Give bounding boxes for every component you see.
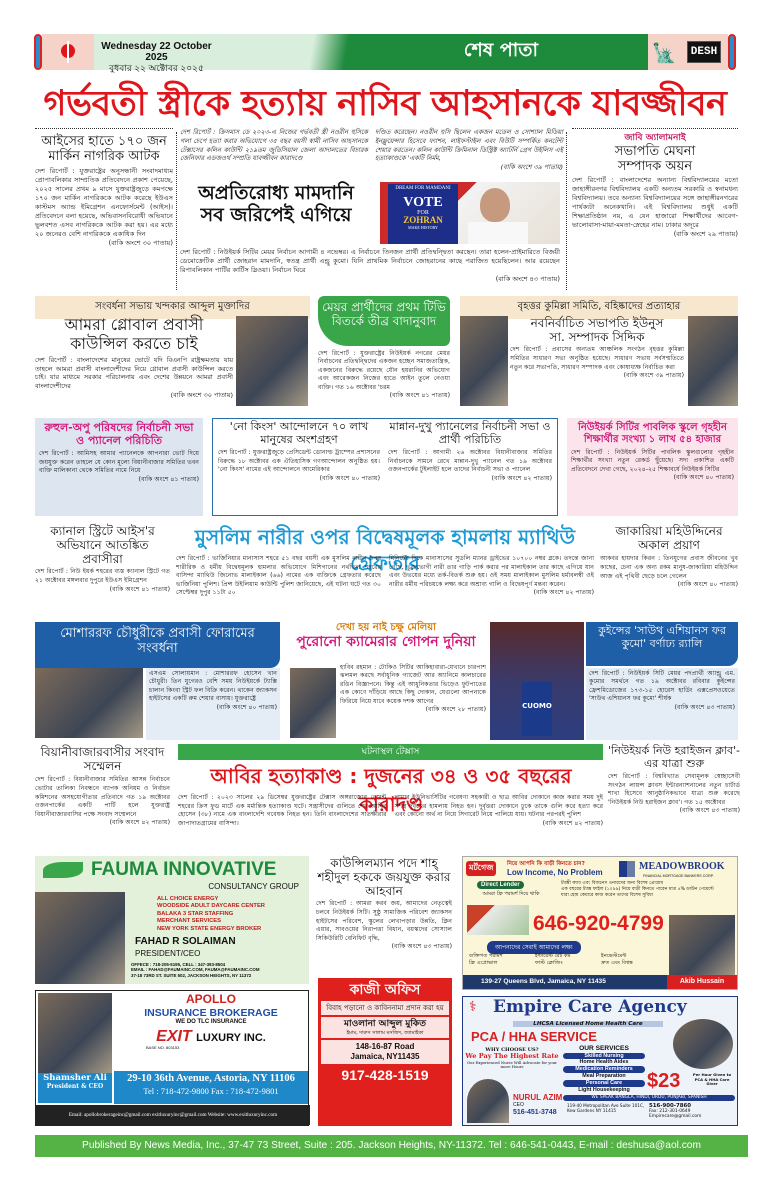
footer: Published By News Media, Inc., 37-47 73 Street, Suite : 205. Jackson Heights, NY-11372. Tel : 646-541-0443, E-mail : deshusa@aol.com [35, 1135, 748, 1157]
empire-contacts [649, 1103, 735, 1119]
lead-body-col2: দণ্ডিত করেছেন। নওরীন হুসি ছিলেন একজন মডেল ও সোশ্যাল মিডিয়া ইনফ্লুয়েন্সার হিসেবে ফ্যাশন, লাইফস্টাইল এবং বিউটি সম্পর্কিত কনটেন্ট শেয়ার করতেন। কলিন কাউন্টি ক্রিমিনাল ডিস্ট্রিক্ট অ্যাটর্নি গ্রেগ উইলিস এই হত্যাকাণ্ডকে 'একটি নির্মম, [375, 128, 563, 163]
fauma-service: BALAKA 3 STAR STAFFING [157, 910, 234, 917]
story-biani[interactable] [35, 745, 170, 850]
story-lions-more[interactable]: (বাকি অংশে ৪৩ পাতায়) [679, 807, 740, 815]
story-mosharraf-headline[interactable]: মোশাররফ চৌধুরীকে প্রবাসী ফোরামের সংবর্ধনা [60, 626, 255, 657]
story-mamdani-body: দেশ রিপোর্ট : নিউইয়র্ক সিটির মেয়র নির্বাচন আগামী ৪ নভেম্বর। এ নির্বাচনে তিনজন প্রার্থী প্রতিদ্বন্দ্বিতা করছেন। তারা হলেন-প্রাইমারিতে বিজয়ী ডেমোক্রেটিক প্রার্থী জোহরান মামদানি, স্বতন্ত্র প্রার্থী এন্ড্রু কুমো। যিনি প্রাথমিক নির্বাচনে জোহরানের কাছে পরাজিত হয়েছিলেন। আর রয়েছেন রিপাবলিকান পার্টির কার্টিস স্লিওয়া। নির্বাচন ঘিরে [180, 248, 560, 274]
story-ice[interactable] [35, 134, 173, 290]
story-muslim-body-col2: মিনিটের দিকে মানাসাসের সুডলি ম্যানর ড্রাইভের ১০৭০০ নম্বর ব্লকে। তদন্তে জানা গেছে, ভুক্তভোগী নারী তার গাড়ি পার্ক করার পর মালাইকাল তার কাছে এগিয়ে যান এবং উভয়ের মধ্যে তর্ক-বিতর্ক শুরু হয়। ওই সময় মালাইকাল মুসলিম ধর্মাবলম্বী ওই নারীর ধর্মীয় পরিচয়কে লক্ষ্য করে অশ্রাব্য গালি ও বিদ্বেষপূর্ণ মন্তব্য করেন। [389, 555, 594, 588]
feature: ফাস্ট ক্লোজিং [535, 960, 563, 966]
story-camera-kicker: দেখা হয় নাই চক্ষু মেলিয়া [335, 622, 437, 633]
story-abir-more[interactable]: (বাকি অংশে ৪২ পাতায়) [542, 819, 603, 827]
story-abir-body-col1: দেশ রিপোর্ট : ২০২৩ সালের ২৯ ডিসেম্বর যুক্তরাষ্ট্রের টেক্সাস অঙ্গরাজ্যের বোমন্ট শহরের ক্রিস ফুড মার্টে এক মর্মান্তিক হত্যাকাণ্ড ঘটে। সন্ত্রাসীদের গুলিতে শেখ আবির হোসেন (৩৮) নামে এক বাংলাদেশি গবেষক নিহত হন। তিনি বাংলাদেশের সাতক্ষীরার জাপাদাতগ্রামের বাসিন্দা। [178, 794, 387, 827]
story-camera-more[interactable]: (বাকি অংশে ২৮ পাতায়) [425, 706, 486, 714]
empire-brand: Empire Care Agency [493, 997, 687, 1017]
empire-phone[interactable]: 516-900-7860 [649, 1103, 691, 1109]
ad-meadowbrook[interactable] [462, 856, 738, 990]
feature: ইন্টারেস্ট রেট কম [535, 953, 571, 959]
kazi-name: মাওলানা আব্দুল মুকিত [344, 1019, 426, 1029]
mortgage-badge: মর্টগেজ [466, 861, 496, 876]
empire-person: NURUL AZIM [513, 1093, 563, 1102]
section-label: শেষ পাতা [463, 39, 538, 61]
story-muslim-body-col1: দেশ রিপোর্ট : ভার্জিনিয়ার মানাসাস শহরে ৫১ বছর বয়সী এক মুসলিম নারীর ওপর শারীরিক ও ধর্মীয় বিদ্বেষমূলক হামলার অভিযোগে মিশিগানের নর্থভিল শহরের বাসিন্দা ম্যাথিউ জিনোভ মালাইকাল (৬৬) নামের এক ব্যক্তিকে গ্রেফতার করেছে ভার্জিনিয়া পুলিশ। প্রিন্স উইলিয়াম কাউন্টি পুলিশ জানিয়েছে, এই ঘটনা ঘটে গত ৩০ সেপ্টেম্বর দুপুর ১১টা ৫০ [176, 555, 381, 597]
empire-service-item: Personal Care [563, 1080, 645, 1087]
lead-headline[interactable]: গর্ভবতী স্ত্রীকে হত্যায় নাসিব আহসানকে যাবজ্জীবন [43, 84, 727, 124]
story-canal-body: দেশ রিপোর্ট : নিউ ইয়র্ক শহরের ব্যস্ত ক্যানাল স্ট্রিটে গত ২১ অক্টোবর মঙ্গলবার দুপুরে ইউএস ইমিগ্রেশন [35, 568, 170, 585]
story-nokings[interactable] [218, 421, 380, 514]
fauma-contact-3: 37-18 73RD ST. SUITE 502, JACKSON HEIGHTS, NY 11372 [131, 972, 252, 978]
story-camera[interactable] [286, 622, 486, 650]
direct-lender: Direct Lender [477, 881, 524, 889]
fauma-services [157, 896, 265, 933]
story-global-body: দেশ রিপোর্ট : বাংলাদেশের মানুষের ভোটে যদি বিএনপি রাষ্ট্রক্ষমতায় যায় তাহলে আমরা প্রবাসী বাংলাদেশীদের নিয়ে গ্লোবাল প্রবাসী কাউন্সিল করতে চাই। যার মাধ্যমে সরকার পরিচালনায় এবং দেশের উন্নয়নে আমরা প্রবাসী বাংলাদেশীদের [35, 355, 233, 391]
masthead-right-cap [728, 34, 736, 70]
meadowbrook-address: 139-27 Queens Blvd, Jamaica, NY 11435 [463, 975, 669, 989]
apollo-brand-2: INSURANCE BROKERAGE [144, 1006, 278, 1019]
lead-body [180, 128, 563, 178]
story-mamdani-headline-1[interactable]: অপ্রতিরোধ্য মামদানি [198, 182, 354, 204]
kazi-name-box [321, 1017, 449, 1038]
yunus-photo [460, 316, 508, 406]
story-debate[interactable] [318, 350, 450, 412]
kazi-address [321, 1040, 449, 1064]
akib-photo [669, 915, 735, 975]
story-councilman-more[interactable]: (বাকি অংশে ৪৩ পাতায়) [391, 943, 452, 951]
feature: ইনভেস্টমেন্ট [601, 953, 627, 959]
empire-rate-note: Per Hour Given to PCA & HHA Care Giver [692, 1072, 732, 1087]
story-zakaria-more[interactable]: (বাকি অংশে ৪০ পাতায়) [677, 581, 738, 589]
story-queens-banner [586, 622, 738, 666]
nurul-photo [467, 1079, 509, 1123]
story-biani-more[interactable]: (বাকি অংশে ৪২ পাতায়) [109, 819, 170, 827]
story-ruhul-body: দেশ রিপোর্ট : আমিসহ আমার প্যানেলকে আপনারা ভোট দিয়ে জয়যুক্ত করেন তাহলে যে কোন মূল্যে বিয়ানীবাজার সমিতির ভবন ব্যক্তি মালিকানা থেকে সমিতির নামে নিয়ে [39, 449, 199, 475]
story-canal-headline[interactable]: ক্যানাল স্ট্রিটে আইস'র অভিযানে আতঙ্কিত প্রবাসীরা [50, 524, 155, 567]
story-mamdani-more[interactable]: (বাকি অংশে ৪৩ পাতায়) [495, 275, 560, 283]
story-lions-body: দেশ রিপোর্ট : বিশ্ববিখ্যাত সেবামূলক স্বেচ্ছাসেবী সংগঠন লায়ন্স ক্লাবস ইন্টারন্যাশনালের নতুন চার্টার্ড শাখা হিসেবে আনুষ্ঠানিকভাবে যাত্রা শুরু করেছে 'নিউইয়র্ক নিউ হরাইজন ক্লাব'। গত ১৫ অক্টোবর [608, 772, 740, 806]
story-councilman-headline[interactable]: কাউন্সিলম্যান পদে শাহ্ শহীদুল হককে জয়যুক্ত করার আহবান [317, 856, 451, 899]
date-english: Wednesday 22 October 2025 [101, 41, 212, 63]
meadowbrook-bullet: ট্যাক্সী ক্যাব এবং বিজনেস ওনারদের জন্য বিশেষ প্রোগ্রাম [561, 881, 664, 886]
story-abir-body [178, 794, 603, 850]
fauma-service: WOODSIDE ADULT DAYCARE CENTER [157, 903, 265, 910]
sign-for: FOR [417, 209, 429, 216]
empire-service: PCA / HHA SERVICE [471, 1029, 597, 1044]
mosharraf-photo [35, 668, 143, 738]
mukhtadir-photo [236, 316, 308, 406]
ad-empire[interactable] [462, 996, 738, 1126]
meadowbrook-brand: MEADOWBROOK [639, 861, 725, 872]
direct-lender-sub: আমরা ফ্রি পরামর্শ দিয়ে থাকি [467, 891, 555, 897]
empire-service-item: Meal Preparation [582, 1072, 626, 1079]
kazi-address-2: Jamaica, NY11435 [350, 1051, 420, 1061]
story-comilla-more[interactable]: (বাকি অংশে ৩৯ পাতায়) [623, 372, 684, 380]
masthead-left-cap [34, 34, 42, 70]
fauma-contact-2: EMAIL : FAHAD@FAUMAINC.COM, FAUMA@FAUMAINC.COM [131, 967, 260, 973]
kazi-line-1: বিবাহ পড়ানো ও কাবিননামা প্রদান করা হয় [321, 1001, 449, 1015]
apollo-tel: Tel : 718-472-9800 Fax : 718-472-9801 [143, 1085, 279, 1096]
story-muslim-more[interactable]: (বাকি অংশে ৪২ পাতায়) [533, 589, 594, 597]
lead-body-col1: দেশ রিপোর্ট : ক্রিসমাস ডে ২০২৩-এ নিজের গর্ভবতী স্ত্রী নওরীন হুসিকে গলা চেপে হত্যা করার অভিযোগে ৩৫ বছর বয়সী স্বামী নাসিব আহসানকে টেক্সাসের কলিন কাউন্টি ২১৯তম জুডিসিয়াল জেলা আদালতের বিচারক জেনিফার এডজওর্থ সম্প্রতি যাবজ্জীবন কারাদণ্ডে [180, 128, 368, 163]
story-mannan-headline[interactable]: মান্নান-দুখু প্যানেলের নির্বাচনী সভা ও প্রার্থী পরিচিতি [389, 420, 551, 446]
siddik-photo [688, 316, 738, 406]
empire-email[interactable]: Empirecare@gmail.com [649, 1114, 702, 1119]
ad-apollo[interactable] [35, 990, 309, 1126]
story-nokings-body: দেশ রিপোর্ট : যুক্তরাষ্ট্রজুড়ে প্রেসিডেন্ট ডোনাল্ড ট্রাম্পের প্রশাসনের বিরুদ্ধে ১৮ অক্টোবর এক ঐতিহাসিক গণআন্দোলন অনুষ্ঠিত হয়। 'নো কিংস' নামের এই আন্দোলনে আমেরিকার [218, 448, 380, 474]
story-comilla-body: দেশ রিপোর্ট : প্রবাসের অন্যতম আঞ্চলিক সংগঠন বৃহত্তর কুমিল্লা সমিতির সাধারণ সভা অনুষ্ঠিত হয়েছে। সাধারণ সভায় সর্বসম্মতিতে নতুন করে সভাপতি, সাধারণ সম্পাদক এবং কোষাধ্যক্ষ নির্বাচিত করা [510, 346, 684, 371]
story-mosharraf-body: এসএম সোলায়মান : মোশাররফ হোসেন খান চৌধুরী। তিন যুগেরও বেশি সময় নিউইয়র্কে ট্যাক্সি চালান কিংবা স্ট্রিট ফল বিক্রি করেন। থাকেন জ্যাকসন হাইটসের একটি রুম শেয়ার বাসায়। যুক্তরাষ্ট্রে [149, 670, 277, 703]
fauma-contact [131, 962, 259, 978]
meadowbrook-phone[interactable]: 646-920-4799 [533, 912, 664, 935]
empire-pay: We Pay The Highest Rate [465, 1052, 559, 1060]
ad-kazi[interactable] [318, 978, 452, 1126]
empire-service-item: Home Health Aides [579, 1059, 629, 1066]
story-comilla-headline-1[interactable]: নবনির্বাচিত সভাপতি ইউনুস [530, 316, 664, 330]
lead-more[interactable]: (বাকি অংশে ৩৯ পাতায়) [500, 163, 563, 172]
story-queens-headline[interactable]: কুইন্সের 'সাউথ এশিয়ানস ফর কুমো' বর্ণাঢ্য র‌্যালি [598, 624, 726, 650]
apollo-brand: APOLLO [186, 992, 236, 1006]
story-zakaria[interactable] [600, 524, 738, 616]
fauma-contact-1: OFFECE : 718-205-5195, CELL : 347-393-8504 [131, 962, 226, 967]
desh-logo [680, 34, 728, 70]
story-mannan[interactable] [388, 421, 552, 514]
story-biani-body: দেশ রিপোর্ট : বিয়ানীবাজার সমিতির আসন্ন নির্বাচনে ভোটার তালিকা নিবন্ধনে ব্যাপক অনিয়ম ও নির্বাচন কমিশনের অসহযোগীতার প্রতিবাদে গত ১৯ অক্টোবর ওজনপার্কের একটি পার্টি হলে যুক্তরাষ্ট্র বিয়ানীবাজারবাসির পক্ষে সংবাদ সম্মেলনে [35, 776, 170, 818]
story-mamdani-text [180, 248, 560, 284]
sign-top-text: DREAM FOR MAMDANI [395, 186, 451, 191]
story-global-kicker: সংবর্ধনা সভায় খন্দকার আব্দুল মুক্তাদির [35, 296, 310, 319]
empire-services [563, 1045, 645, 1093]
bd-flag-icon [59, 39, 77, 65]
liberty-icon: 🗽 [648, 34, 680, 70]
fahad-photo [35, 892, 125, 984]
sign-tag: MAKE HISTORY [408, 225, 438, 231]
house-money-graphic [467, 905, 529, 935]
story-mosharraf-more[interactable]: (বাকি অংশে ৪০ পাতায়) [216, 703, 277, 711]
meadowbrook-person: Akib Hussain [667, 975, 737, 989]
exit-luxury: LUXURY INC. [196, 1031, 266, 1044]
empire-rate: $23 [647, 1070, 681, 1092]
story-global-headline[interactable]: আমরা গ্লোবাল প্রবাসী কাউন্সিল করতে চাই [64, 315, 204, 353]
story-mannan-body: দেশ রিপোর্ট : আগামী ২৬ অক্টোবর বিয়ানীবাজার সমিতির নির্বাচনকে সামনে রেখে মান্নান-দুখু প্যানেল গত ১৯ অক্টোবর ওজনপার্কের টুইলাইট হলে তাদের নির্বাচনী সভা ও প্যানেল [388, 448, 552, 474]
candidate-shirt [468, 222, 528, 244]
kazi-title: কাজী অফিস [349, 982, 421, 998]
shamsher-photo [38, 993, 112, 1073]
queens-rally-photo [490, 622, 584, 740]
vote-sign [388, 184, 458, 244]
story-school-more[interactable]: (বাকি অংশে ৪০ পাতায়) [673, 474, 734, 482]
empire-license: LHCSA Licensed Home Health Care [513, 1021, 663, 1027]
masthead [34, 34, 736, 73]
section-title [219, 34, 648, 70]
apollo-person-box [38, 1073, 112, 1103]
story-nokings-more[interactable]: (বাকি অংশে ৪০ পাতায়) [319, 474, 380, 482]
story-comilla[interactable] [510, 316, 684, 412]
sign-vote: VOTE [403, 194, 443, 210]
apollo-person: Shamsher Ali [43, 1073, 107, 1083]
story-mamdani-headline-2[interactable]: সব জরিপেই এগিয়ে [200, 204, 352, 227]
story-muslim-headline[interactable]: মুসলিম নারীর ওপর বিদ্বেষমূলক হামলায় ম্যাথিউ গ্রেফতার [194, 525, 576, 575]
story-queens-more[interactable]: (বাকি অংশে ৪৩ পাতায়) [674, 703, 735, 711]
apollo-address-box [114, 1071, 308, 1104]
story-jabi[interactable] [572, 133, 738, 290]
story-abir-kicker: ঘটনাস্থল টেক্সাস [178, 744, 603, 760]
story-school-headline[interactable]: নিউইয়র্ক সিটির পাবলিক স্কুলে গৃহহীন শিক্ষার্থীর সংখ্যা ১ লাখ ৫৪ হাজার [577, 422, 728, 445]
leaf-icon [43, 862, 83, 878]
empire-fax: Fax: 212-301-0649 [649, 1109, 691, 1114]
meadowbrook-slogan: আপনাদের সেবাই আমাদের লক্ষ্য [487, 941, 581, 954]
empire-languages: WE SPEAK BANGLA, HINDI, URDU, PUNJABI, SPANISH [563, 1095, 735, 1101]
care-icon: ⚕ [469, 999, 477, 1015]
story-camera-headline[interactable]: পুরোনো ক্যামেরার গোপন দুনিয়া [296, 633, 476, 650]
empire-service-item: Medication Reminders [563, 1066, 645, 1073]
story-global[interactable] [35, 316, 233, 412]
story-debate-banner [318, 296, 450, 346]
apollo-email-line: Email: apollobrokerageinc@gmail.com exitluxuryinc@gmail.com Website: www.exitluxuryinc.com [36, 1105, 310, 1125]
feature: দ্রুত এবং বিশ্বস্ত [601, 960, 633, 966]
empire-services-title: OUR SERVICES [579, 1045, 629, 1052]
apollo-address: 29-10 36th Avenue, Astoria, NY 11106 [127, 1073, 295, 1084]
habib-photo [290, 668, 336, 738]
story-comilla-kicker: বৃহত্তর কুমিল্লা সমিতি, বহিষ্কাদের প্রত্যাহার [460, 296, 738, 319]
kazi-phone[interactable]: 917-428-1519 [341, 1066, 429, 1083]
story-zakaria-headline[interactable]: জাকারিয়া মহিউদ্দিনের অকাল প্রয়াণ [615, 524, 723, 553]
story-abir-body-col2: লামার ইউনিভার্সিটির গবেষণা সহকারী ও ছাত্র আবির দোকানে কাজ করার সময় দুই সশস্ত্র দুর্বৃত্তের হামলায় নিহত হন। দুর্বৃত্তরা দোকানে ঢুকে তাকে গুলি করে হত্যা করে এবং কোনো অর্থ না নিয়ে সিগারেট নিয়ে পালিয়ে যায়। ঘটনার পরপরই পুলিশ [394, 794, 603, 819]
story-ruhul[interactable] [35, 418, 203, 516]
fauma-person: FAHAD R SOLAIMAN [135, 936, 236, 947]
story-mosharraf[interactable] [146, 668, 280, 740]
fauma-service: NEW YORK STATE ENERGY BROKER [157, 925, 262, 932]
story-councilman-body: দেশ রিপোর্ট : আমরা করব জয়, আমাদের নেতৃত্বেই চলবে নিউইয়র্ক সিটি। সুষ্ঠু সামাজিক পরিবেশ জ্যাকসন হাইটসের পরিবেশ, স্কুলের লেখাপড়ার উন্নতি, ক্লিন এয়ার, সাবওয়ের নিরাপত্তা বিধান, বয়স্কদের সোস্যাল সিকিউরিটি বেনিফিট বৃদ্ধি, [316, 900, 452, 942]
story-lions[interactable] [608, 745, 740, 850]
story-global-more[interactable]: (বাকি অংশে ৩০ পাতায়) [170, 390, 233, 399]
bd-flag-logo [42, 34, 94, 70]
meadowbrook-bullets [561, 881, 735, 899]
story-debate-more[interactable]: (বাকি অংশে ৪১ পাতায়) [389, 392, 450, 400]
story-jabi-headline-1[interactable]: সভাপতি মেঘনা [614, 143, 696, 159]
kazi-address-1: 148-16-87 Road [355, 1041, 415, 1051]
ad-fauma[interactable] [35, 856, 309, 984]
story-abir-headline[interactable]: আবির হত্যাকাণ্ড : দুজনের ৩৪ ও ৩৫ বছরের কারাদণ্ড [210, 764, 572, 816]
story-ice-body: দেশ রিপোর্ট : যুক্তরাষ্ট্রের অনুসন্ধানী সংবাদমাধ্যম প্রোপাবলিকার সাম্প্রতিক প্রতিবেদনে প্রকাশ পেয়েছে, ২০২৫ সালের প্রথম ৯ মাসে যুক্তরাষ্ট্রজুড়ে কমপক্ষে ১৭০ জন মার্কিন নাগরিককে আটক করেছে ইউএস কাস্টমস অ্যান্ড ইমিগ্রেশন এনফোর্সমেন্ট (আইস)। প্রতিবেদনে বলা হয়েছে, অভিবাসনবিরোধী অভিযানে ভুলবশত এসব নাগরিককে আটক করা হয়। এর মধ্যে ২০ জনেরও বেশি নাগরিককে একাধিক দিন [35, 166, 173, 238]
story-lions-headline[interactable]: 'নিউইয়র্ক নিউ হরাইজন ক্লাব'-এর যাত্রা শুরু [608, 744, 740, 770]
empire-why: WHY CHOOSE US? [485, 1047, 539, 1053]
story-councilman[interactable] [316, 856, 452, 974]
story-ice-headline[interactable]: আইসের হাতে ১৭০ জন মার্কিন নাগরিক আটক [41, 134, 167, 165]
story-nokings-headline[interactable]: 'নো কিংস' আন্দোলনে ৭০ লাখ মানুষের অংশগ্রহণ [229, 420, 369, 446]
apollo-person-title: President & CEO [46, 1083, 104, 1090]
meadowbrook-features [469, 953, 667, 967]
empire-service-item: Skilled Nursing [563, 1053, 645, 1060]
story-queens-body: দেশ রিপোর্ট : নিউইয়র্ক সিটি মেয়র পদপ্রার্থী অ্যান্ড্রু এম. কুমোর সমর্থনে গত ১৯ অক্টোবর রবিবার কুইন্সের ফ্রেশমিডোজের ১৭৩-১৫ হোরেস হার্ডিং এক্সপ্রেসওয়েতে 'সাউথ এশিয়ানস ফর কুমো' শীর্ষক [589, 670, 735, 703]
story-jabi-body: দেশ রিপোর্ট : বাংলাদেশের অন্যান্য বিশ্ববিদ্যালয়ের মতো জাহাঙ্গীরনগর বিশ্ববিদ্যালয় একটি অন্যতম সরকারি ও স্বনামধন্য বিশ্ববিদ্যালয়। তবে অন্যান্য বিশ্ববিদ্যালয়ের সঙ্গে জাহাঙ্গীরনগরের পার্থক্যটা অনেকখানি। এই বিশ্ববিদ্যালয় শুধুই একটি শিক্ষাপ্রতিষ্ঠান নয়, এ যেন হাজারো শিক্ষার্থীদের আবেগ- ভালোবাসা-মায়া-মমতা-স্নেহের নাম। ঢাকার অদূরে [572, 176, 738, 230]
feature: ব্যক্তিগত পরামর্শ [469, 953, 503, 959]
story-camera-text [340, 664, 486, 742]
story-biani-headline[interactable]: বিয়ানীবাজারবাসীর সংবাদ সম্মেলন [40, 745, 165, 774]
empire-address: 119-40 Metropolitan Ave Suite 101C, Kew Gardens NY 11415 [567, 1103, 645, 1113]
story-mannan-more[interactable]: (বাকি অংশে ৪২ পাতায়) [491, 474, 552, 482]
story-camera-body: হাবিব রহমান : টোকিও সিটির আকিহাবারা-যেখানে চারপাশ ঝলমল করছে সর্বাধুনিক গ্যাজেট আর অ্যানিমে কালচারের রঙিন বিজ্ঞাপনে। কিন্তু এই আধুনিকতার ভিড়েও ফুটপাতের এক কোণে দাঁড়িয়ে আছে কিছু দোকান, যেগুলো আপনাকে ফিরিয়ে নিয়ে যাবে কয়েক দশক আগের [340, 664, 486, 705]
kazi-role: ইমাম, দারুস সালাম মসজিদ, জ্যামাইকা [346, 1029, 424, 1036]
feature: ফ্রি এপ্রোভাল [469, 960, 498, 966]
meadowbrook-low: Low Income, No Problem [507, 868, 603, 877]
story-school-body: দেশ রিপোর্ট : নিউইয়র্ক সিটির পাবলিক স্কুলগুলোর গৃহহীন শিক্ষার্থীর সংখ্যা নতুন রেকর্ড ছুঁয়েছে। সদ্য প্রকাশিত একটি প্রতিবেদনে দেখা গেছে, ২০২৪-২৫ শিক্ষাবর্ষে নিউইয়র্ক সিটির [571, 448, 734, 473]
meadowbrook-bullet: এক বছরের ট্যাক্স ফাইল (১০৯৯) নিয়ে বাড়ী কিনতে পারেন মাত্র ৫% ডাউন পেমেন্টে [561, 887, 714, 892]
story-canal[interactable] [35, 524, 170, 616]
mamdani-photo [380, 182, 560, 244]
empire-person-block [513, 1093, 562, 1117]
apollo-base: BASE NO. 803153 [146, 1045, 180, 1051]
candidate-face [480, 188, 510, 222]
caregiver-photo [673, 1019, 733, 1069]
story-muslim-body [176, 555, 594, 617]
empire-person-phone: 516-451-3748 [513, 1109, 557, 1116]
meadowbrook-brand-sub: FINANCIAL MORTGAGE BANKERS CORP. [643, 874, 714, 878]
empire-service-item: Light Housekeeping [578, 1086, 630, 1093]
story-jabi-headline-2[interactable]: সম্পাদক অয়ন [617, 158, 693, 174]
story-comilla-headline-2[interactable]: সা. সম্পাদক সিদ্দিক [549, 330, 645, 345]
story-zakaria-body: আকবর হায়দার কিরন : তিনযুগের প্রবাস জীবনের খুব কাছের, চেনা এক অন্য রকম মানুষ-জাকারিয়া মহিউদ্দিন আজ এই পৃথিবী ছেড়ে চলে গেলেন [600, 555, 738, 580]
story-jabi-kicker: জাবি অ্যালামনাই [624, 133, 686, 143]
desh-logo-text: DESH [687, 41, 721, 63]
masthead-date [94, 34, 219, 73]
empire-person-title: CEO [513, 1102, 524, 1108]
story-jabi-more[interactable]: (বাকি অংশে ২৯ পাতায়) [673, 230, 738, 239]
story-ice-more[interactable]: (বাকি অংশে ৩০ পাতায়) [108, 238, 173, 247]
story-queens[interactable] [586, 668, 738, 740]
exit-logo: EXIT [156, 1027, 192, 1045]
story-canal-more[interactable]: (বাকি অংশে ৪১ পাতায়) [109, 585, 170, 593]
fauma-person-title: PRESIDENT/CEO [135, 949, 201, 958]
fauma-sub: CONSULTANCY GROUP [208, 882, 299, 891]
story-debate-body: দেশ রিপোর্ট : যুক্তরাষ্ট্রের নিউইয়র্ক নগরের মেয়র নির্বাচনের প্রতিদ্বন্দ্বিদের একজন হচ্ছেন সমাজতান্ত্রিক, একজনের বিরুদ্ধে রয়েছে যৌন হয়রানির অভিযোগ এবং আরেকজন নিজের হাতে আইন তুলে নেওয়া ব্যক্তি। গত ১৬ অক্টোবর 'চরম [318, 350, 450, 391]
story-ruhul-more[interactable]: (বাকি অংশে ৪১ পাতায়) [138, 475, 199, 483]
cuomo-sign: CUOMO [522, 682, 552, 736]
fauma-service: MERCHANT SERVICES [157, 918, 221, 925]
apollo-tag: WE DO TLC INSURANCE [175, 1018, 247, 1025]
meadowbrook-logo-icon [619, 861, 635, 877]
apollo-brand-block [116, 993, 306, 1069]
meadowbrook-bullet: যারা হোম কেয়ারে কাজ করেন তাদের বিশেষ সুবিধা [561, 893, 654, 898]
empire-why-block [465, 1047, 559, 1070]
empire-advocate: Our Experienced Nurse Will Advocate for your more Hours [467, 1059, 557, 1070]
fauma-service: ALL CHOICE ENERGY [157, 896, 219, 902]
sign-name: ZOHRAN [403, 215, 443, 226]
story-school[interactable] [567, 418, 738, 516]
story-ruhul-headline[interactable]: রুহুল-অপু পরিষদের নির্বাচনী সভা ও প্যানেল পরিচিতি [44, 421, 194, 447]
meadowbrook-question: নিয়ে আপনি কি বাড়ী কিনতে চান? [507, 861, 585, 867]
story-mamdani[interactable] [180, 182, 372, 227]
story-mosharraf-banner [35, 622, 280, 668]
story-debate-headline[interactable]: মেয়র প্রার্থীদের প্রথম টিভি বিতর্কে তীব্র বাদানুবাদ [322, 300, 446, 329]
date-bangla: বুধবার ২২ অক্টোবর ২০২৫ [109, 63, 204, 73]
fauma-brand: FAUMA INNOVATIVE [91, 859, 277, 880]
